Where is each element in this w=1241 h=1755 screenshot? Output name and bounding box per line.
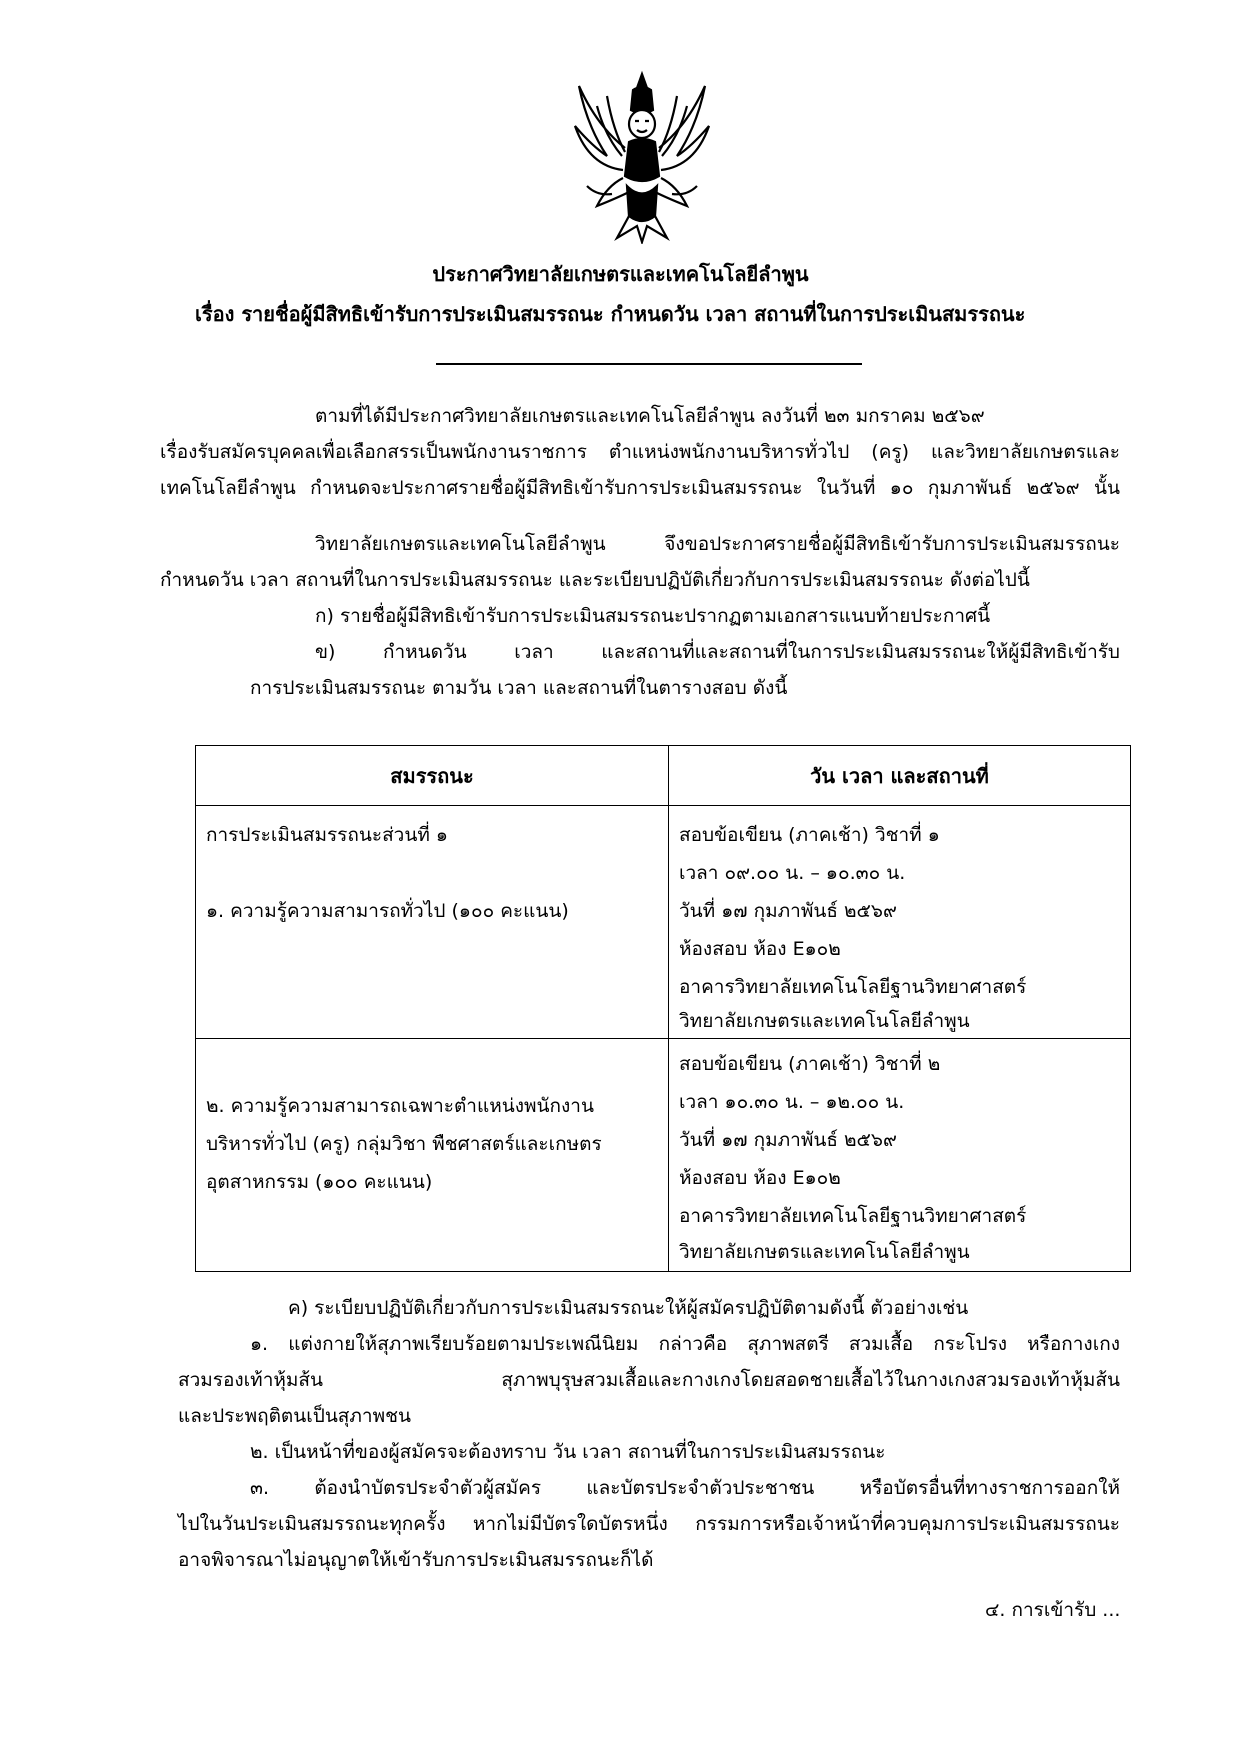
schedule-line: อาคารวิทยาลัยเทคโนโลยีฐานวิทยาศาสตร์ — [679, 1205, 1027, 1227]
schedule-line: อาคารวิทยาลัยเทคโนโลยีฐานวิทยาศาสตร์ — [679, 976, 1027, 998]
exam-schedule-table — [195, 745, 1131, 1272]
announce-item-a: ก) รายชื่อผู้มีสิทธิเข้ารับการประเมินสมรรถนะปรากฏตามเอกสารแนบท้ายประกาศนี้ — [315, 605, 991, 627]
rule-1-line-2: สวมรองเท้าหุ้มส้น สุภาพบุรุษสวมเสื้อและกางเกงโดยสอดชายเสื้อไว้ในกางเกงสวมรองเท้าหุ้มส้น — [178, 1369, 1120, 1391]
schedule-line: วิทยาลัยเกษตรและเทคโนโลยีลำพูน — [679, 1241, 970, 1263]
competency-line: ๒. ความรู้ความสามารถเฉพาะตำแหน่งพนักงาน — [206, 1095, 594, 1117]
announce-line-2: กำหนดวัน เวลา สถานที่ในการประเมินสมรรถนะ และระเบียบปฏิบัติเกี่ยวกับการประเมินสมรรถนะ ดังต่อไปนี้ — [160, 569, 1030, 591]
rule-3-line-2: ไปในวันประเมินสมรรถนะทุกครั้ง หากไม่มีบัตรใดบัตรหนึ่ง กรรมการหรือเจ้าหน้าที่ควบคุมการประเมินสมรรถนะ — [178, 1513, 1120, 1535]
schedule-line: เวลา ๑๐.๓๐ น. – ๑๒.๐๐ น. — [679, 1091, 905, 1113]
rule-1-line-3: และประพฤติตนเป็นสุภาพชน — [178, 1405, 412, 1427]
competency-cell — [196, 806, 669, 1039]
intro-line-1: ตามที่ได้มีประกาศวิทยาลัยเกษตรและเทคโนโลยีลำพูน ลงวันที่ ๒๓ มกราคม ๒๕๖๙ — [315, 405, 985, 427]
schedule-line: วิทยาลัยเกษตรและเทคโนโลยีลำพูน — [679, 1010, 970, 1032]
table-header-row — [196, 746, 1131, 806]
announcement-title: ประกาศวิทยาลัยเกษตรและเทคโนโลยีลำพูน — [432, 262, 809, 286]
schedule-line: สอบข้อเขียน (ภาคเช้า) วิชาที่ ๒ — [679, 1053, 941, 1075]
table-row — [196, 1039, 1131, 1272]
schedule-cell — [669, 806, 1131, 1039]
table-row — [196, 806, 1131, 1039]
intro-line-3: เทคโนโลยีลำพูน กำหนดจะประกาศรายชื่อผู้มีสิทธิเข้ารับการประเมินสมรรถนะ ในวันที่ ๑๐ กุมภาพันธ์ ๒๕๖๙ นั้น — [160, 477, 1120, 499]
competency-cell — [196, 1039, 669, 1272]
schedule-line: สอบข้อเขียน (ภาคเช้า) วิชาที่ ๑ — [679, 824, 940, 846]
announcement-subject: เรื่อง รายชื่อผู้มีสิทธิเข้ารับการประเมินสมรรถนะ กำหนดวัน เวลา สถานที่ในการประเมินสมรรถนะ — [195, 302, 1026, 326]
announce-item-b-line-1: ข) กำหนดวัน เวลา และสถานที่และสถานที่ในการประเมินสมรรถนะให้ผู้มีสิทธิเข้ารับ — [315, 641, 1120, 663]
rule-3-line-3: อาจพิจารณาไม่อนุญาตให้เข้ารับการประเมินสมรรถนะก็ได้ — [178, 1549, 654, 1571]
title-underline — [436, 363, 862, 365]
schedule-line: ห้องสอบ ห้อง E๑๐๒ — [679, 938, 841, 960]
competency-line: การประเมินสมรรถนะส่วนที่ ๑ — [206, 824, 448, 846]
rules-heading: ค) ระเบียบปฏิบัติเกี่ยวกับการประเมินสมรรถนะให้ผู้สมัครปฏิบัติตามดังนี้ ตัวอย่างเช่น — [288, 1297, 969, 1319]
rule-3-line-1: ๓. ต้องนำบัตรประจำตัวผู้สมัคร และบัตรประจำตัวประชาชน หรือบัตรอื่นที่ทางราชการออกให้ — [250, 1477, 1120, 1499]
competency-line: บริหารทั่วไป (ครู) กลุ่มวิชา พืชศาสตร์และเกษตร — [206, 1133, 602, 1155]
intro-line-2: เรื่องรับสมัครบุคคลเพื่อเลือกสรรเป็นพนักงานราชการ ตำแหน่งพนักงานบริหารทั่วไป (ครู) และวิทยาลัยเกษตรและ — [160, 441, 1120, 463]
schedule-line: ห้องสอบ ห้อง E๑๐๒ — [679, 1167, 841, 1189]
announce-item-b-line-2: การประเมินสมรรถนะ ตามวัน เวลา และสถานที่ในตารางสอบ ดังนี้ — [250, 677, 788, 699]
announce-line-1: วิทยาลัยเกษตรและเทคโนโลยีลำพูน จึงขอประกาศรายชื่อผู้มีสิทธิเข้ารับการประเมินสมรรถนะ — [315, 533, 1120, 555]
header-schedule: วัน เวลา และสถานที่ — [669, 746, 1131, 806]
garuda-emblem-icon — [567, 66, 717, 244]
schedule-cell — [669, 1039, 1131, 1272]
continued-footer: ๔. การเข้ารับ ... — [985, 1599, 1121, 1621]
schedule-line: เวลา ๐๙.๐๐ น. – ๑๐.๓๐ น. — [679, 862, 906, 884]
schedule-line: วันที่ ๑๗ กุมภาพันธ์ ๒๕๖๙ — [679, 900, 897, 922]
rule-1-line-1: ๑. แต่งกายให้สุภาพเรียบร้อยตามประเพณีนิยม กล่าวคือ สุภาพสตรี สวมเสื้อ กระโปรง หรือกางเกง — [250, 1333, 1120, 1355]
rule-2: ๒. เป็นหน้าที่ของผู้สมัครจะต้องทราบ วัน เวลา สถานที่ในการประเมินสมรรถนะ — [250, 1441, 886, 1463]
competency-line: อุตสาหกรรม (๑๐๐ คะแนน) — [206, 1171, 433, 1193]
competency-line: ๑. ความรู้ความสามารถทั่วไป (๑๐๐ คะแนน) — [206, 900, 569, 922]
schedule-line: วันที่ ๑๗ กุมภาพันธ์ ๒๕๖๙ — [679, 1129, 897, 1151]
header-competency: สมรรถนะ — [196, 746, 669, 806]
